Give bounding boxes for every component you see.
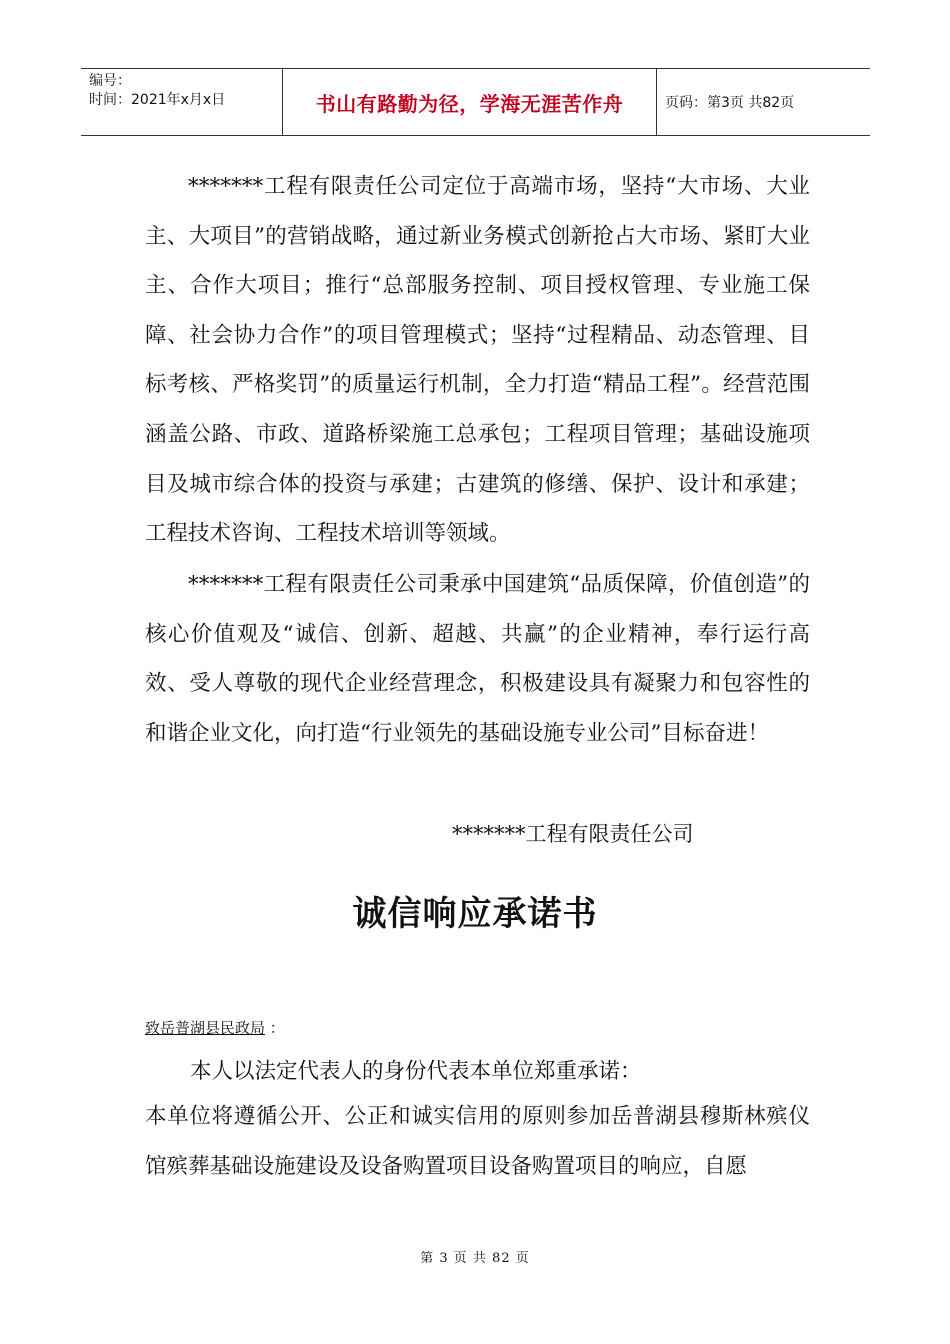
page-header bbox=[81, 68, 870, 136]
intro-paragraph-2: *******工程有限责任公司秉承中国建筑“品质保障，价值创造”的核心价值观及“诚信、创新、超越、共赢”的企业精神，奉行运行高效、受人尊敬的现代企业经营理念，积极建设具有凝聚力和包容性的和谐企业文化，向打造“行业领先的基础设施专业公司”目标奋进！ bbox=[145, 572, 810, 746]
commitment-statement: 本人以法定代表人的身份代表本单位郑重承诺： bbox=[190, 1059, 642, 1084]
addressee-name: 致岳普湖县民政局 bbox=[145, 1019, 266, 1037]
header-page-info: 页码：第3页 共82页 bbox=[665, 95, 795, 111]
intro-paragraph-1: *******工程有限责任公司定位于高端市场，坚持“大市场、大业主、大项目”的营销战略，通过新业务模式创新抢占大市场、紧盯大业主、合作大项目；推行“总部服务控制、项目授权管理、专业施工保障、社会协力合作”的项目管理模式；坚持“过程精品、动态管理、目标考核、严格奖罚”的质量运行机制，全力打造“精品工程”。经营范围涵盖公路、市政、道路桥梁施工总承包；工程项目管理；基础设施项目及城市综合体的投资与承建；古建筑的修缮、保护、设计和承建；工程技术咨询、工程技术培训等领域。 bbox=[145, 174, 810, 547]
header-number: 编号： bbox=[89, 73, 131, 89]
page-footer: 第 3 页 共 82 页 bbox=[420, 1251, 530, 1266]
header-date: 时间：2021年x月x日 bbox=[89, 92, 226, 108]
addressee-line bbox=[145, 1017, 285, 1038]
addressee-colon: ： bbox=[269, 1019, 285, 1037]
document-title: 诚信响应承诺书 bbox=[352, 894, 598, 934]
letter-body: 本单位将遵循公开、公正和诚实信用的原则参加岳普湖县穆斯林殡仪馆殡葬基础设施建设及设备购置项目设备购置项目的响应，自愿 bbox=[145, 1104, 810, 1179]
header-meta bbox=[81, 69, 282, 135]
intro-paragraph-1-block bbox=[145, 162, 810, 559]
letter-body-block bbox=[145, 1092, 810, 1191]
intro-paragraph-2-block bbox=[145, 560, 810, 758]
header-motto: 书山有路勤为径，学海无涯苦作舟 bbox=[282, 69, 657, 135]
company-signature: *******工程有限责任公司 bbox=[452, 822, 694, 846]
